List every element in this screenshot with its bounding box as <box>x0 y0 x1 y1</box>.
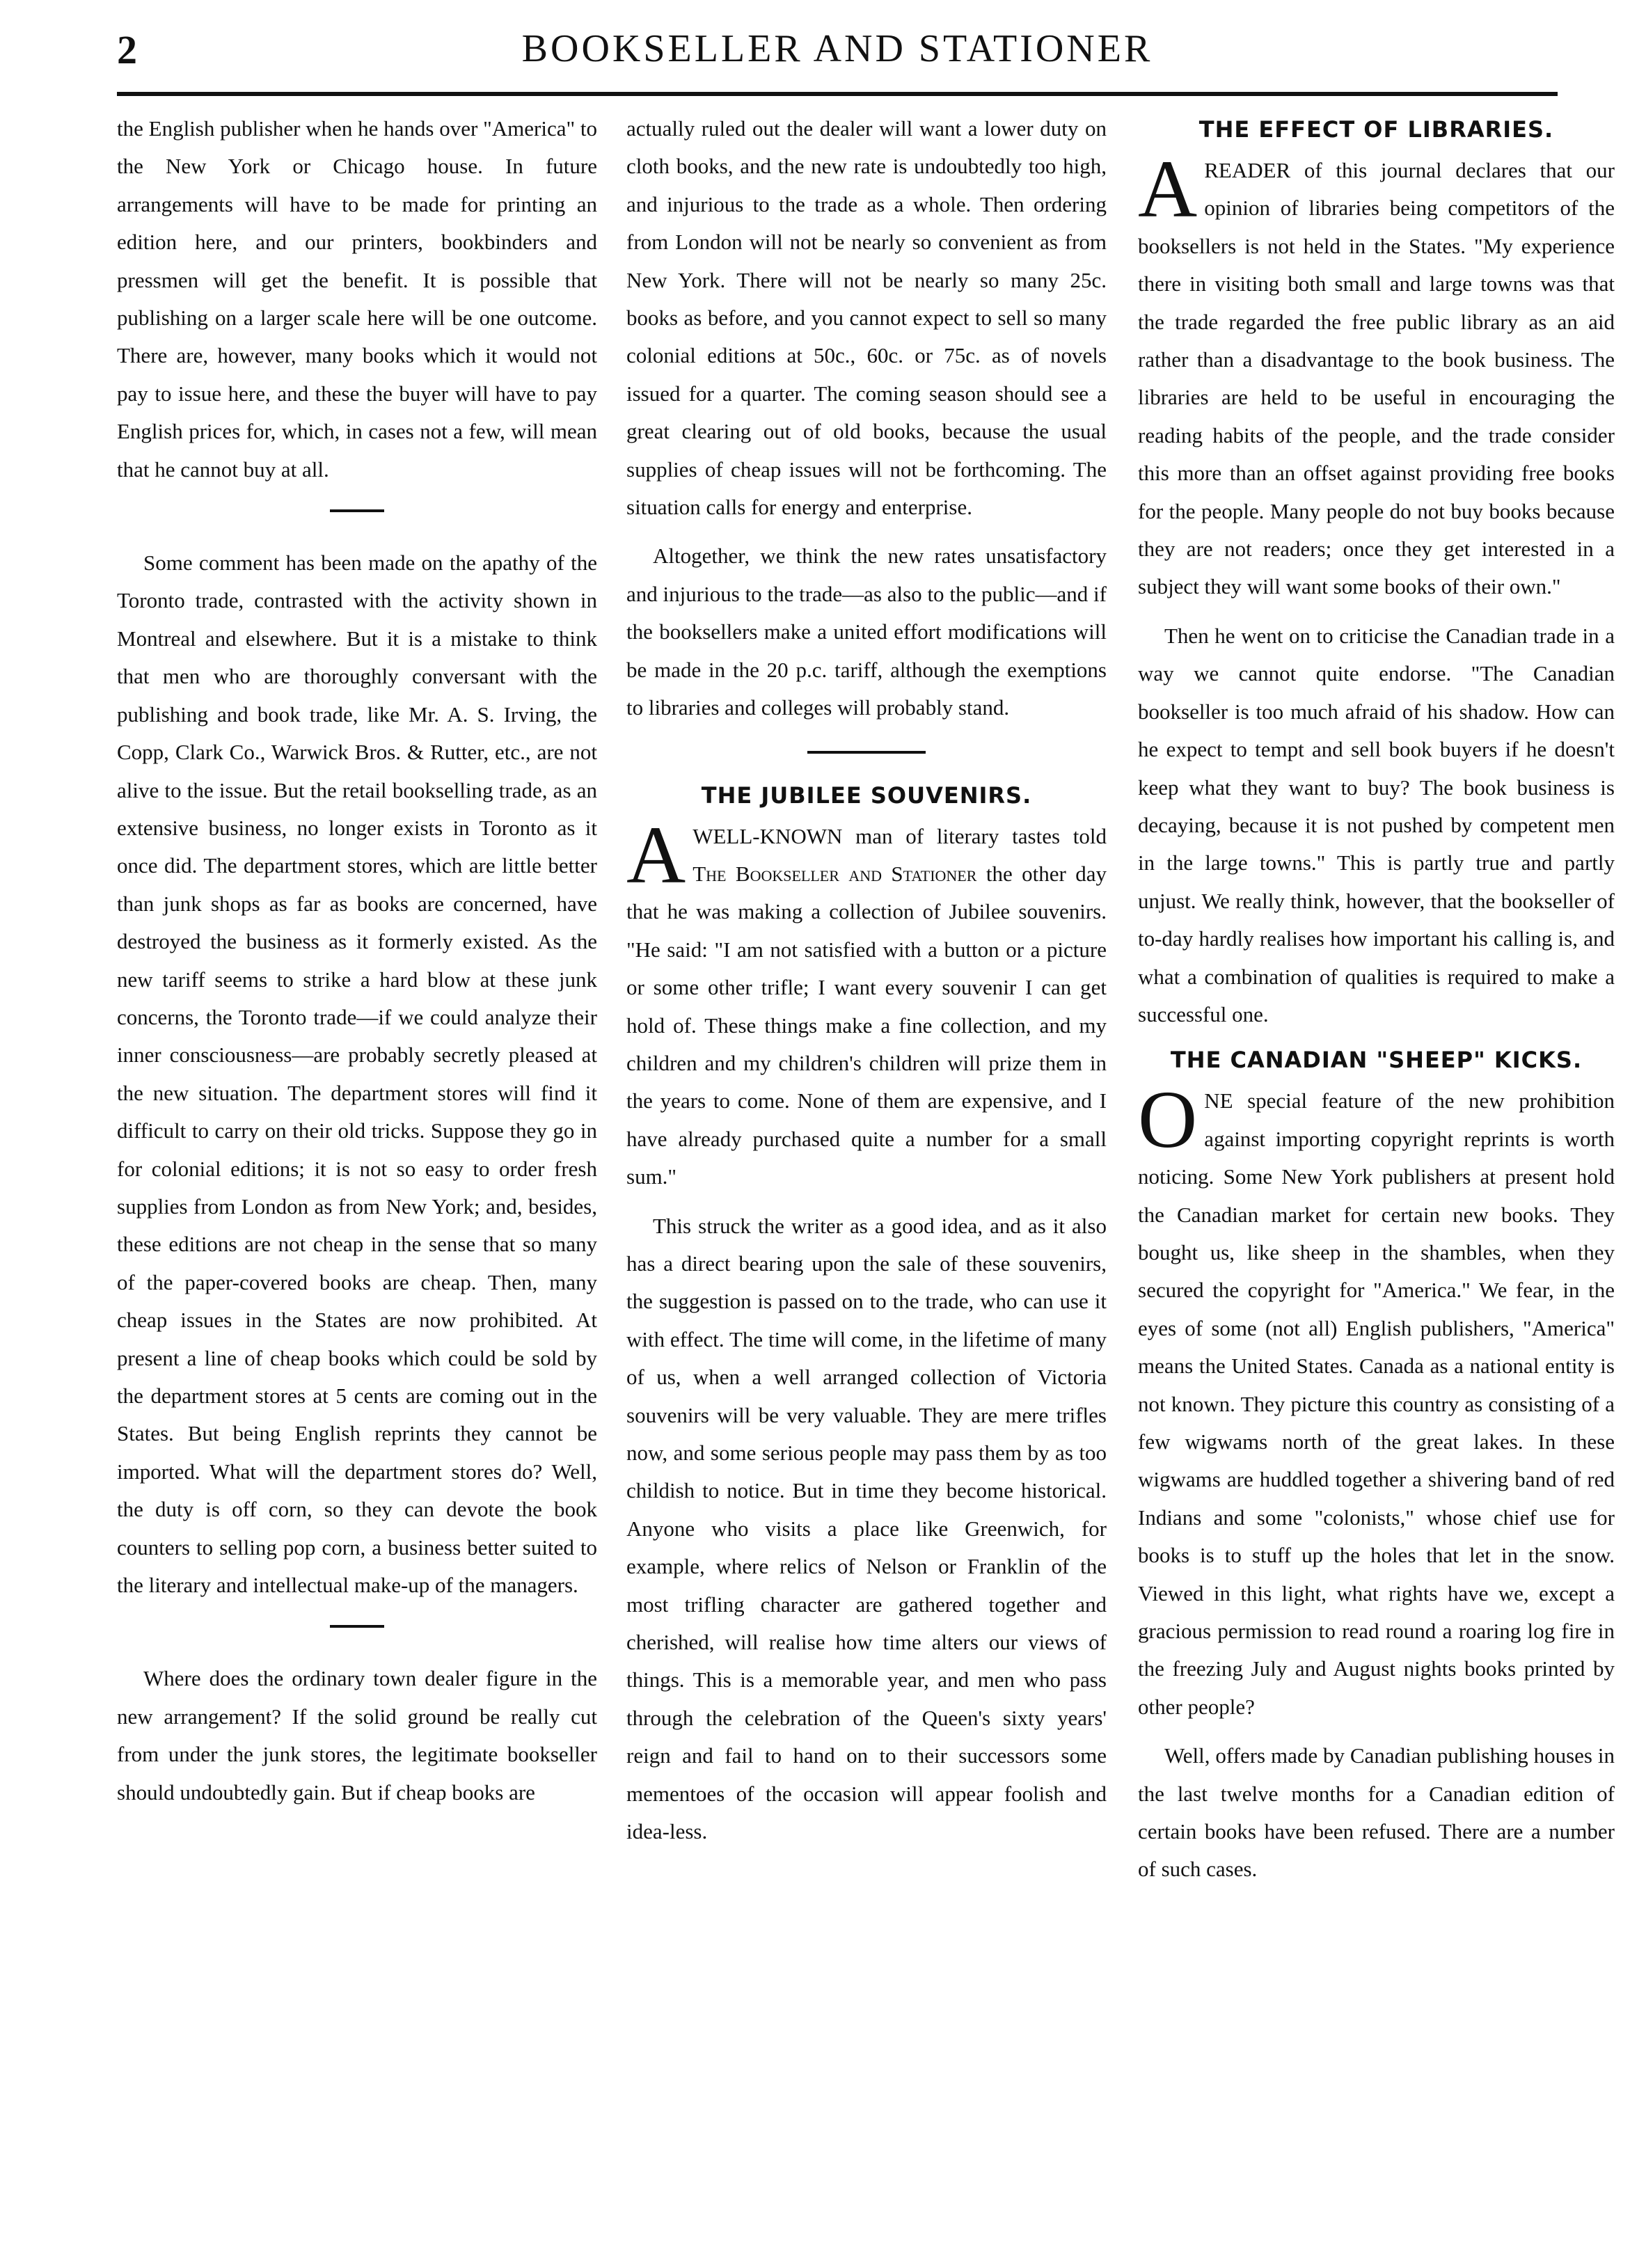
sheep-heading: THE CANADIAN "SHEEP" KICKS. <box>1170 1047 1583 1074</box>
col2-paragraph-1: actually ruled out the dealer will want a lower duty on cloth books, and the new rate is undoubtedly too high, and injurious to the trade as a whole. Then ordering from London will not be nearly so convenient as from New York. There will not be nearly so many 25c. books as before, and you cannot expect to sell so many colonial editions at 50c., 60c. or 75c. as of novels issued for a quarter. The coming season should see a great clearing out of old books, because the usual supplies of cheap issues will not be forthcoming. The situation calls for energy and enterprise. <box>626 116 1107 520</box>
col2-paragraph-3 <box>626 809 1107 1196</box>
drop-cap: O <box>1138 1074 1198 1166</box>
page-header <box>117 26 1558 82</box>
col3-paragraph-4: Well, offers made by Canadian publishing houses in the last twelve months for a Canadian edition of certain books have been refused. There are a number of such cases. <box>1138 1743 1615 1882</box>
col2-paragraph-2: Altogether, we think the new rates unsatisfactory and injurious to the trade—as also to the public—and if the booksellers make a united effort modifications will be made in the 20 p.c. tariff, although the exemptions to libraries and colleges will probably stand. <box>626 544 1107 720</box>
column-1 <box>117 110 597 2239</box>
drop-cap: A <box>1138 143 1198 235</box>
running-head: BOOKSELLER AND STATIONER <box>521 27 1153 70</box>
libraries-body: READER of this journal declares that our opinion of libraries being competitors of the booksellers is not held in the States. "My experience there in visiting both small and large towns was that the trade regarded the free public library as an aid rather than a disadvantage to the book business. The libraries are held to be useful in encouraging the reading habits of the people, and the trade consider this more than an offset against providing free books for the people. Many people do not buy books because they are not readers; once they get interested in a subject they will want some books of their own." <box>1138 158 1615 599</box>
page-number: 2 <box>117 27 137 72</box>
col3-paragraph-2: Then he went on to criticise the Canadian trade in a way we cannot quite endorse. "The Canadian bookseller is too much afraid of his shadow. How can he expect to tempt and sell book buyers if he doesn't keep what they want to buy? The book business is decaying, because it is not pushed by competent men in the large towns." This is partly true and partly unjust. We really think, however, that the bookseller of to-day hardly realises how important his calling is, and what a combination of qualities is required to make a successful one. <box>1138 623 1615 1026</box>
col3-paragraph-1 <box>1138 143 1615 606</box>
section-divider <box>807 751 926 754</box>
journal-name: The Bookseller and Stationer <box>693 861 977 886</box>
col1-paragraph-3: Where does the ordinary town dealer figure in the new arrangement? If the solid ground be really cut from under the junk stores, the legitimate bookseller should undoubtedly gain. But if cheap books are <box>117 1666 597 1805</box>
col1-paragraph-1: the English publisher when he hands over "America" to the New York or Chicago house. In future arrangements will have to be made for printing an edition here, and our printers, bookbinders and pressmen will get the benefit. It is possible that publishing on a larger scale here will be one outcome. There are, however, many books which it would not pay to issue here, and these the buyer will have to pay English prices for, which, in cases not a few, will mean that he cannot buy at all. <box>117 116 597 482</box>
column-3 <box>1138 110 1615 2239</box>
jubilee-lead: WELL-KNOWN man of literary tastes told <box>693 823 1107 848</box>
drop-cap: A <box>626 809 686 901</box>
col3-paragraph-3 <box>1138 1074 1615 1726</box>
libraries-heading: THE EFFECT OF LIBRARIES. <box>1198 116 1554 143</box>
section-divider <box>330 1625 384 1628</box>
section-divider <box>330 509 384 512</box>
col1-paragraph-2: Some comment has been made on the apathy of the Toronto trade, contrasted with the activity shown in Montreal and elsewhere. But it is a mistake to think that men who are thoroughly conversant with the publishing and book trade, like Mr. A. S. Irving, the Copp, Clark Co., Warwick Bros. & Rutter, etc., are not alive to the issue. But the retail bookselling trade, as an extensive business, no longer exists in Toronto as it once did. The department stores, which are little better than junk shops as far as books are concerned, have destroyed the business as it formerly existed. As the new tariff seems to strike a hard blow at these junk concerns, the Toronto trade—if we could analyze their inner consciousness—are probably secretly pleased at the new situation. The department stores will find it difficult to carry on their old tricks. Suppose they go in for colonial editions; it is not so easy to order fresh supplies from London as from New York; and, besides, these editions are not cheap in the sense that so many of the paper-covered books are cheap. Then, many cheap issues in the States are now prohibited. At present a line of cheap books which could be sold by the department stores at 5 cents are coming out in the States. But being English reprints they cannot be imported. What will the department stores do? Well, the duty is off corn, so they can devote the book counters to selling pop corn, a business better suited to the literary and intellectual make-up of the managers. <box>117 550 597 1598</box>
col2-paragraph-4: This struck the writer as a good idea, and as it also has a direct bearing upon the sale of these souvenirs, the suggestion is passed on to the trade, who can use it with effect. The time will come, in the lifetime of many of us, when a well arranged collection of Victoria souvenirs will be very valuable. They are mere trifles now, and some serious people may pass them by as too childish to notice. But in time they become historical. Anyone who visits a place like Greenwich, for example, where relics of Nelson or Franklin of the most trifling character are gathered together and cherished, will realise how time alters our views of things. This is a memorable year, and men who pass through the celebration of the Queen's sixty years' reign and fail to hand on to their successors some mementoes of the occasion will appear foolish and idea-less. <box>626 1213 1107 1844</box>
sheep-body: NE special feature of the new prohibition against importing copyright reprints is worth noticing. Some New York publishers at present hold the Canadian market for certain new books. They bought us, like sheep in the shambles, when they secured the copyright for "America." We fear, in the eyes of some (not all) English publishers, "America" means the United States. Canada as a national entity is not known. They picture this country as consisting of a few wigwams north of the great lakes. In these wigwams are huddled together a shivering band of red Indians and some "colonists," whose chief use for books is to stuff up the holes that let in the snow. Viewed in this light, what rights have we, except a gracious permission to read round a roaring log fire in the freezing July and August nights books printed by other people? <box>1138 1088 1615 1719</box>
jubilee-body: the other day that he was making a collection of Jubilee souvenirs. "He said: "I am not satisfied with a button or a picture or some other trifle; I want every souvenir I can get hold of. These things make a fine collection, and my children and my children's children will prize them in the years to come. None of them are expensive, and I have already purchased quite a number for a small sum." <box>626 861 1107 1189</box>
header-rule <box>117 92 1558 96</box>
column-2 <box>626 110 1107 2239</box>
jubilee-heading: THE JUBILEE SOUVENIRS. <box>701 782 1032 809</box>
